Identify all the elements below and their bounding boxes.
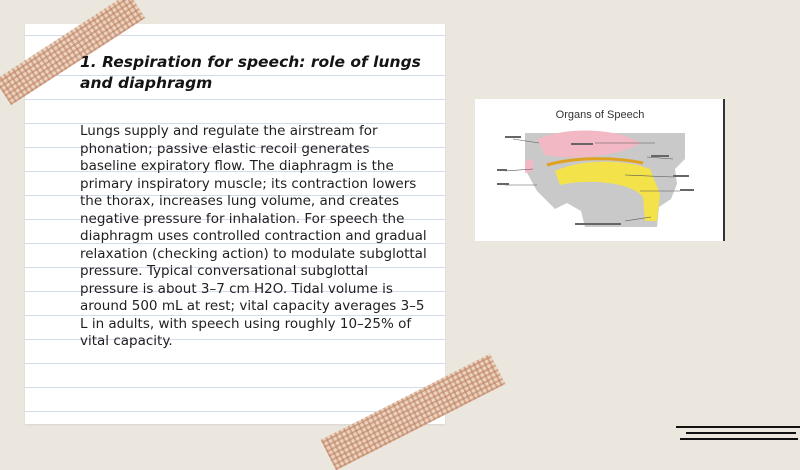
- slide-title: 1. Respiration for speech: role of lungs and diaphragm: [80, 53, 421, 92]
- figure-title: Organs of Speech: [555, 109, 645, 121]
- organs-of-speech-figure: [475, 99, 725, 241]
- decorative-lines: [676, 424, 800, 444]
- slide-body-text: Lungs supply and regulate the airstream for phonation; passive elastic recoil generates baseline expiratory flow. The diaphragm is the primary inspiratory muscle; its contraction lowers the thorax, increases lung volume, and creates negative pressure for inhalation. For speech the diaphragm uses controlled contraction and gradual relaxation (checking action) to modulate subglottal pressure. Typical conversational subglottal pressure is about 3–7 cm H2O. Tidal volume is around 500 mL at rest; vital capacity averages 3–5 L in adults, with speech using roughly 10–25% of vital capacity.: [80, 123, 427, 349]
